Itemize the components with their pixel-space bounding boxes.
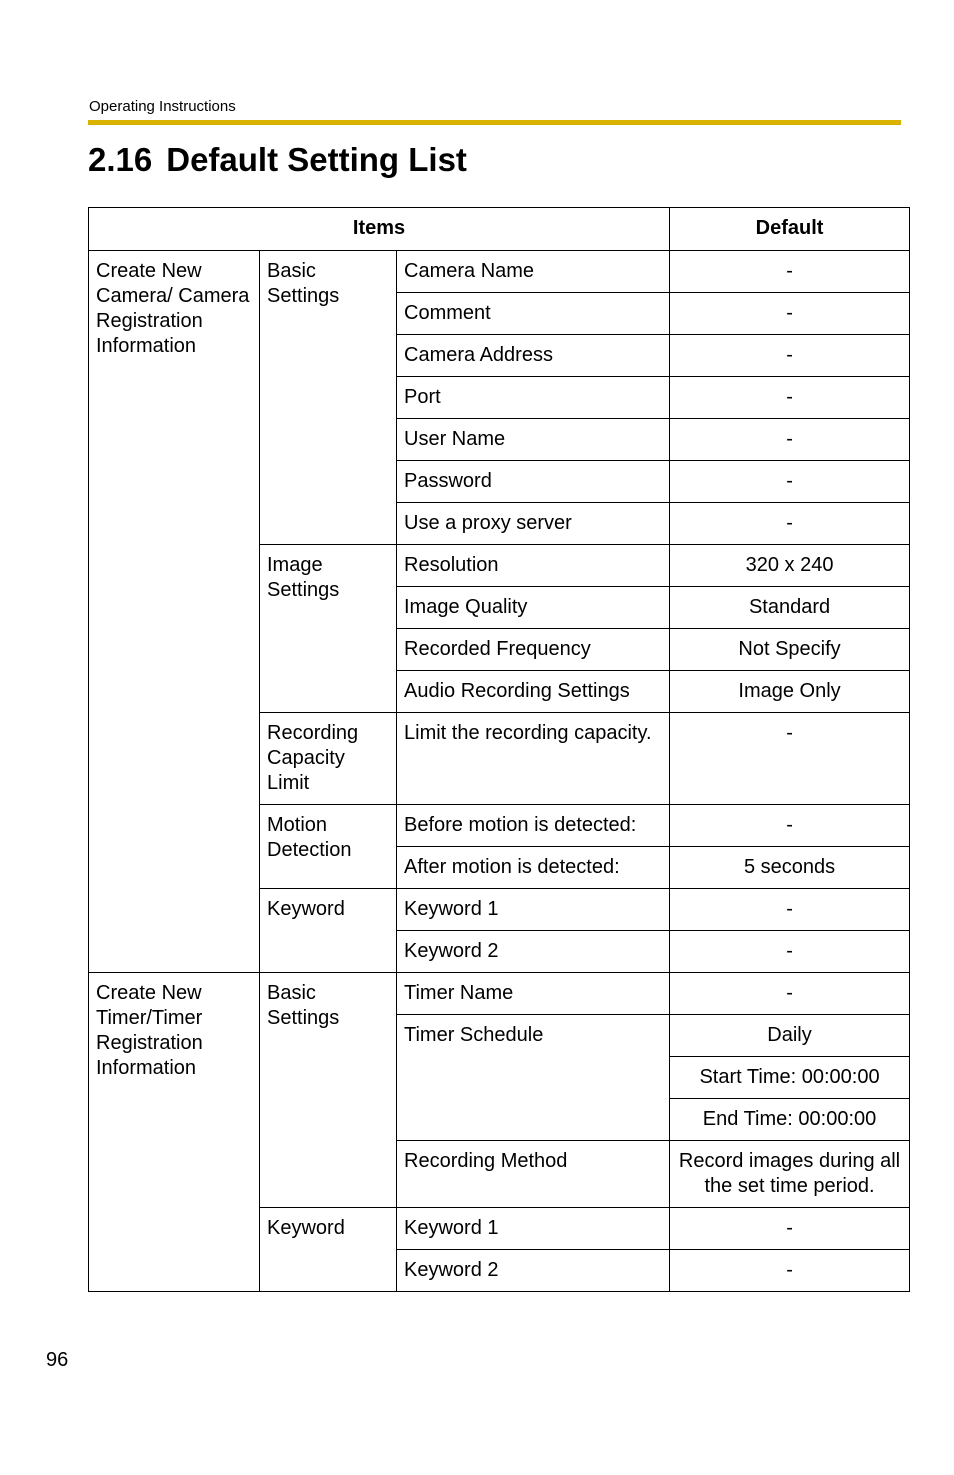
default-value-cell: Daily [670, 1015, 910, 1057]
default-value-cell: - [670, 805, 910, 847]
default-value-cell: - [670, 335, 910, 377]
default-value-cell: - [670, 1208, 910, 1250]
item-cell: Use a proxy server [397, 503, 670, 545]
item-cell: Keyword 2 [397, 931, 670, 973]
default-header: Default [670, 208, 910, 251]
default-value-cell: Record images during all the set time period. [670, 1141, 910, 1208]
item-cell: Resolution [397, 545, 670, 587]
page-number: 96 [46, 1349, 69, 1371]
default-value-cell: Image Only [670, 671, 910, 713]
item-cell: Audio Recording Settings [397, 671, 670, 713]
item-cell: Recording Method [397, 1141, 670, 1208]
default-value-cell: - [670, 293, 910, 335]
items-header: Items [89, 208, 670, 251]
table-body [89, 251, 910, 1292]
item-cell: Keyword 1 [397, 889, 670, 931]
section-label-cell: Basic Settings [260, 973, 397, 1208]
item-cell: After motion is detected: [397, 847, 670, 889]
default-value-cell: 320 x 240 [670, 545, 910, 587]
item-cell: Camera Address [397, 335, 670, 377]
item-cell: Before motion is detected: [397, 805, 670, 847]
page-title [88, 140, 467, 180]
default-value-cell: - [670, 377, 910, 419]
item-cell: Limit the recording capacity. [397, 713, 670, 805]
section-label-cell: Image Settings [260, 545, 397, 713]
section-label-cell: Basic Settings [260, 251, 397, 545]
table-row [89, 251, 910, 293]
item-cell: Timer Schedule [397, 1015, 670, 1141]
default-value-cell: - [670, 461, 910, 503]
section-label-cell: Keyword [260, 1208, 397, 1292]
section-label-cell: Recording Capacity Limit [260, 713, 397, 805]
item-cell: Image Quality [397, 587, 670, 629]
item-cell: Password [397, 461, 670, 503]
default-value-cell: 5 seconds [670, 847, 910, 889]
section-label-cell: Keyword [260, 889, 397, 973]
item-cell: Port [397, 377, 670, 419]
item-cell: Camera Name [397, 251, 670, 293]
default-value-cell: - [670, 419, 910, 461]
item-cell: User Name [397, 419, 670, 461]
default-value-cell: - [670, 503, 910, 545]
section-label-cell: Motion Detection [260, 805, 397, 889]
default-value-cell: - [670, 1250, 910, 1292]
table-header-row [89, 208, 910, 251]
running-header: Operating Instructions [89, 98, 236, 115]
item-cell: Timer Name [397, 973, 670, 1015]
item-cell: Recorded Frequency [397, 629, 670, 671]
header-rule [88, 120, 901, 125]
item-cell: Keyword 2 [397, 1250, 670, 1292]
default-value-cell: End Time: 00:00:00 [670, 1099, 910, 1141]
default-value-cell: Standard [670, 587, 910, 629]
default-value-cell: Not Specify [670, 629, 910, 671]
item-cell: Comment [397, 293, 670, 335]
default-value-cell: - [670, 889, 910, 931]
default-value-cell: - [670, 251, 910, 293]
default-value-cell: - [670, 973, 910, 1015]
section-number: 2.16 [88, 141, 153, 178]
table-row [89, 973, 910, 1015]
default-settings-table [88, 207, 910, 1292]
section-title: Default Setting List [166, 141, 467, 178]
default-value-cell: Start Time: 00:00:00 [670, 1057, 910, 1099]
default-value-cell: - [670, 713, 910, 805]
group-label-cell: Create New Timer/Timer Registration Information [89, 973, 260, 1292]
item-cell: Keyword 1 [397, 1208, 670, 1250]
group-label-cell: Create New Camera/ Camera Registration Information [89, 251, 260, 973]
default-value-cell: - [670, 931, 910, 973]
